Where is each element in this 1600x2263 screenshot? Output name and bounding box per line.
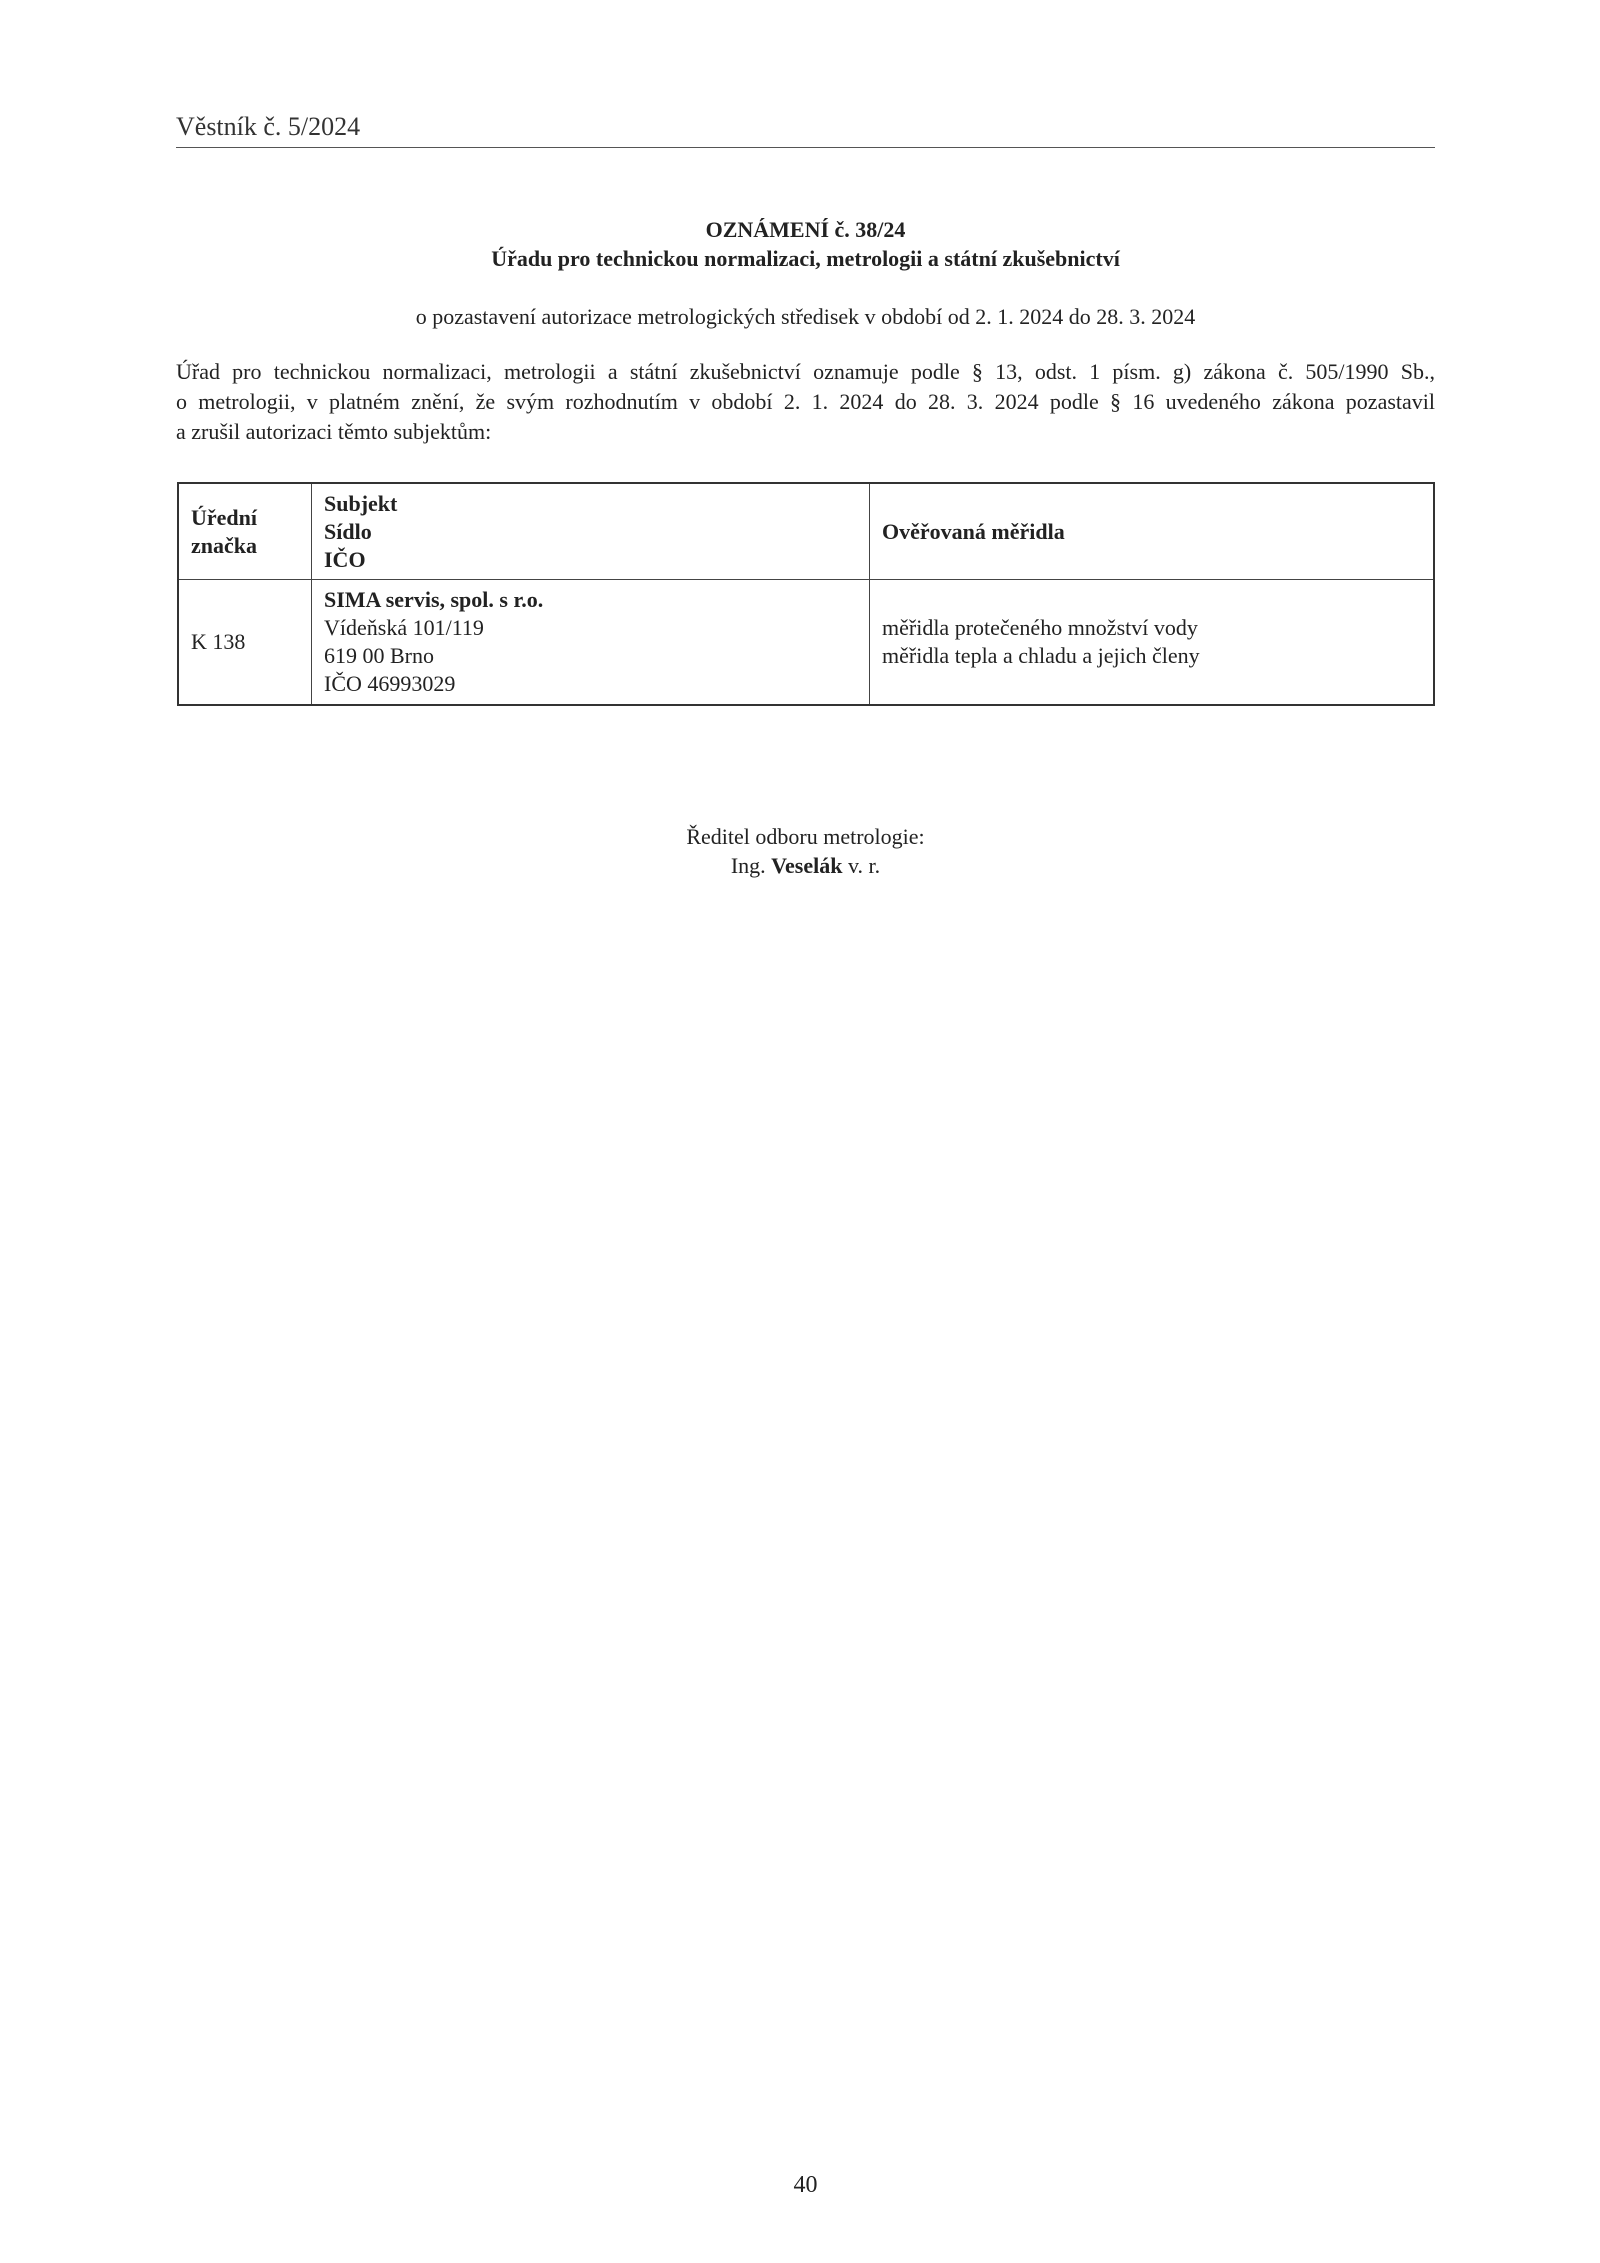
signature-role: Ředitel odboru metrologie: <box>686 824 925 849</box>
notice-subtitle: o pozastavení autorizace metrologických středisek v období od 2. 1. 2024 do 28. 3. 2024 <box>415 304 1196 329</box>
header-subject-line: Sídlo <box>324 518 372 544</box>
signature-name-line <box>176 851 1435 881</box>
header-mark-line: Úřední <box>191 504 257 530</box>
authorization-table <box>177 482 1435 706</box>
header-mark-line: značka <box>191 532 257 558</box>
header-cell-subject <box>312 483 870 580</box>
table-row <box>178 580 1434 706</box>
intro-paragraph <box>176 357 1435 447</box>
subject-ico: IČO 46993029 <box>324 671 456 696</box>
header-subject-line: IČO <box>324 546 366 572</box>
header-cell-instruments: Ověřovaná měřidla <box>870 483 1435 580</box>
header-title: Věstník č. 5/2024 <box>176 112 361 141</box>
page-header <box>176 112 1435 148</box>
notice-issuer: Úřadu pro technickou normalizaci, metrologii a státní zkušebnictví <box>491 246 1120 271</box>
header-cell-mark <box>178 483 312 580</box>
signature-prefix: Ing. <box>730 853 766 878</box>
subject-name: SIMA servis, spol. s r.o. <box>324 587 544 612</box>
instrument-item: měřidla tepla a chladu a jejich členy <box>882 643 1200 668</box>
notice-title: OZNÁMENÍ č. 38/24 <box>705 217 906 242</box>
instrument-item: měřidla protečeného množství vody <box>882 615 1198 640</box>
header-subject-line: Subjekt <box>324 490 398 516</box>
subject-address-line: Vídeňská 101/119 <box>324 615 484 640</box>
signature-suffix: v. r. <box>847 853 881 878</box>
subject-address-line: 619 00 Brno <box>324 643 434 668</box>
table-header-row <box>178 483 1434 580</box>
intro-line: Úřad pro technickou normalizaci, metrologii a státní zkušebnictví oznamuje podle § 13, odst. 1 písm. g) zákona č. 505/1990 Sb., <box>176 359 1435 384</box>
cell-mark: K 138 <box>178 580 312 706</box>
cell-subject <box>312 580 870 706</box>
signature-name: Veselák <box>771 853 843 878</box>
cell-instruments <box>870 580 1435 706</box>
page-number: 40 <box>793 2172 818 2198</box>
intro-line: o metrologii, v platném znění, že svým rozhodnutím v období 2. 1. 2024 do 28. 3. 2024 podle § 16 uvedeného zákona pozastavil <box>176 389 1435 414</box>
intro-line: a zrušil autorizaci těmto subjektům: <box>176 419 492 444</box>
